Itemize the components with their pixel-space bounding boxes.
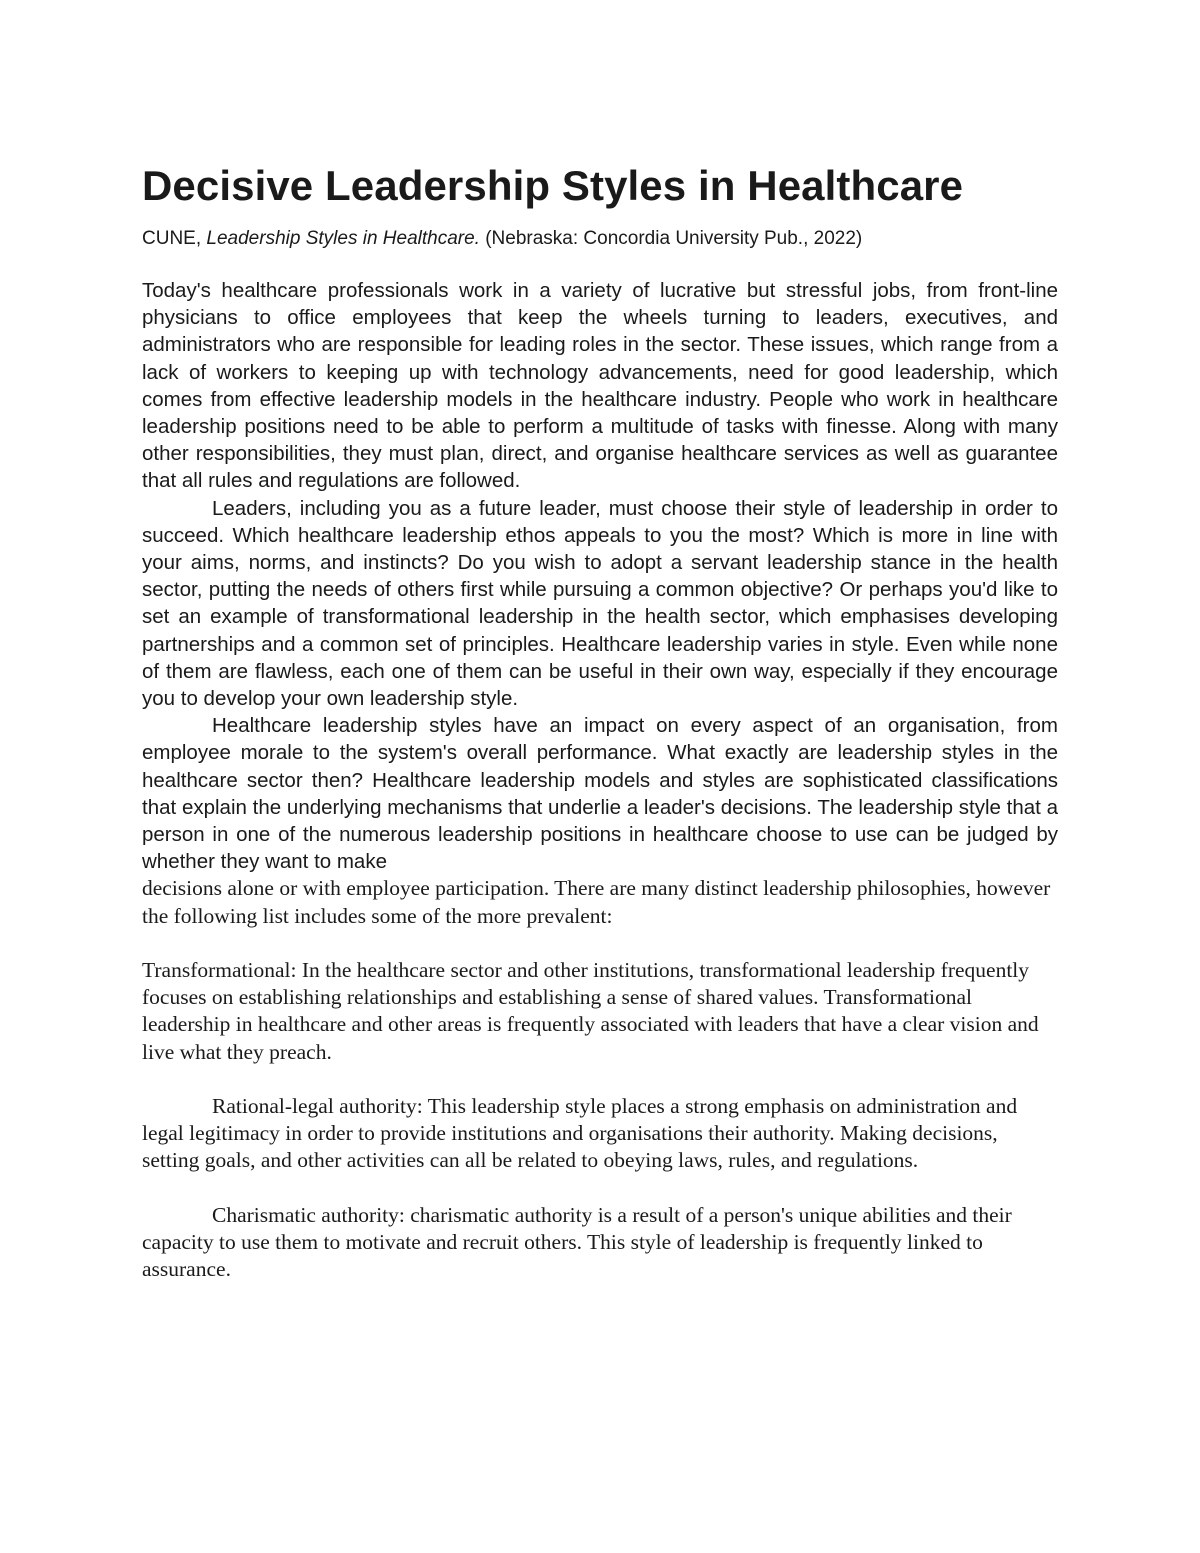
paragraph-philosophies: decisions alone or with employee participation. There are many distinct leadership philosophies, however the following list includes some of the more prevalent: [142,876,1051,928]
document-title: Decisive Leadership Styles in Healthcare [142,162,964,209]
spacer [142,1066,1058,1093]
citation [142,226,1058,252]
spacer [142,930,1058,957]
citation-publication: (Nebraska: Concordia University Pub., 2022) [479,228,863,249]
style-rational-legal: Rational-legal authority: This leadership style places a strong emphasis on administration and legal legitimacy in order to provide institutions and organisations their authority. Making decisions, setting goals, and other activities can all be related to obeying laws, rules, and regulations. [142,1094,1018,1173]
citation-author: CUNE, [142,228,207,249]
citation-work: Leadership Styles in Healthcare. [206,228,480,249]
paragraph-leaders: Leaders, including you as a future leader, must choose their style of leadership in order to succeed. Which healthcare leadership ethos appeals to you the most? Which is more in line with your aims, norms, and instincts? Do you wish to adopt a servant leadership stance in the health sector, putting the needs of others first while pursuing a common objective? Or perhaps you'd like to set an example of transformational leadership in the health sector, which emphasises developing partnerships and a common set of principles. Healthcare leadership varies in style. Even while none of them are flawless, each one of them can be useful in their own way, especially if they encourage you to develop your own leadership style. [142,496,1058,711]
document-page [142,158,1058,1283]
spacer [142,1175,1058,1202]
style-transformational: Transformational: In the healthcare sector and other institutions, transformational leadership frequently focuses on establishing relationships and establishing a sense of shared values. Transformational leadership in healthcare and other areas is frequently associated with leaders that have a clear vision and live what they preach. [142,958,1039,1064]
style-charismatic: Charismatic authority: charismatic authority is a result of a person's unique abilities and their capacity to use them to motivate and recruit others. This style of leadership is frequently linked to assurance. [142,1202,1012,1282]
paragraph-styles-impact: Healthcare leadership styles have an impact on every aspect of an organisation, from employee morale to the system's overall performance. What exactly are leadership styles in the healthcare sector then? Healthcare leadership models and styles are sophisticated classifications that explain the underlying mechanisms that underlie a leader's decisions. The leadership style that a person in one of the numerous leadership positions in healthcare choose to use can be judged by whether they want to make [142,714,1058,874]
paragraph-intro: Today's healthcare professionals work in a variety of lucrative but stressful jobs, from front-line physicians to office employees that keep the wheels turning to leaders, executives, and administrators who are responsible for leading roles in the sector. These issues, which range from a lack of workers to keeping up with technology advancements, need for good leadership, which comes from effective leadership models in the healthcare industry. People who work in healthcare leadership positions need to be able to perform a multitude of tasks with finesse. Along with many other responsibilities, they must plan, direct, and organise healthcare services as well as guarantee that all rules and regulations are followed. [142,279,1058,493]
body-text [142,277,1058,930]
